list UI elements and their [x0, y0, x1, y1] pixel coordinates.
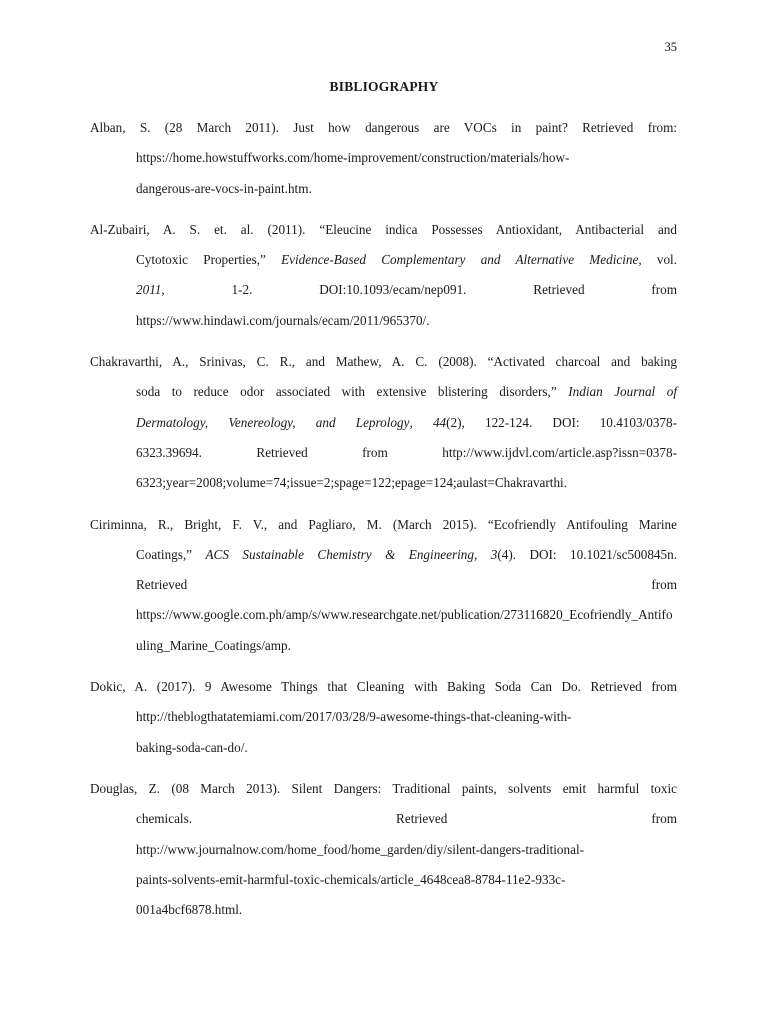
reference-url: http://theblogthatatemiami.com/2017/03/28/9-awesome-things-that-cleaning-with-: [136, 709, 572, 725]
journal-title: Dermatology, Venereology, and Leprology: [136, 414, 410, 430]
reference-line: chemicals. Retrieved from: [136, 811, 677, 827]
text-run: , 1-2. DOI:10.1093/ecam/nep091. Retrieved from: [161, 282, 677, 298]
journal-title: Evidence-Based Complementary and Alternative Medicine: [281, 252, 639, 268]
reference-url: https://www.google.com.ph/amp/s/www.researchgate.net/publication/273116820_Ecofriendly_Antifouling_Marine_Coatings/amp.: [136, 607, 673, 653]
volume: 44: [432, 414, 447, 430]
text-run: (4). DOI: 10.1021/sc500845n.: [497, 546, 677, 562]
volume: 3: [490, 546, 498, 562]
reference-line: Dokic, A. (2017). 9 Awesome Things that Cleaning with Baking Soda Can Do. Retrieved from: [90, 679, 677, 695]
reference-line: 001a4bcf6878.html.: [136, 902, 243, 918]
reference-chakravarthi: [90, 347, 677, 498]
page-number: 35: [664, 40, 677, 54]
reference-url: 6323;year=2008;volume=74;issue=2;spage=122;epage=124;aulast=Chakravarthi.: [136, 475, 567, 491]
reference-line: dangerous-are-vocs-in-paint.htm.: [136, 180, 312, 196]
reference-line: Retrieved from: [136, 577, 677, 593]
reference-line: Al-Zubairi, A. S. et. al. (2011). “Eleucine indica Possesses Antioxidant, Antibacterial and: [90, 221, 677, 237]
reference-line: Chakravarthi, A., Srinivas, C. R., and Mathew, A. C. (2008). “Activated charcoal and baking: [90, 354, 677, 370]
volume: 2011: [136, 282, 162, 298]
text-run: soda to reduce odor associated with extensive blistering disorders,”: [136, 384, 569, 400]
reference-douglas: [90, 774, 677, 925]
reference-line: Douglas, Z. (08 March 2013). Silent Dangers: Traditional paints, solvents emit harmful toxic: [90, 780, 677, 796]
text-run: ,: [409, 414, 433, 430]
reference-line: [90, 540, 677, 570]
journal-title: ACS Sustainable Chemistry & Engineering: [205, 546, 474, 562]
text-run: Coatings,”: [136, 546, 206, 562]
bibliography-list: [90, 113, 677, 925]
reference-url: http://www.journalnow.com/home_food/home_garden/diy/silent-dangers-traditional-: [136, 841, 585, 857]
reference-line: baking-soda-can-do/.: [136, 739, 248, 755]
reference-url: https://www.hindawi.com/journals/ecam/2011/965370/.: [136, 312, 430, 328]
journal-title: Indian Journal of: [568, 384, 677, 400]
reference-url: paints-solvents-emit-harmful-toxic-chemicals/article_4648cea8-8784-11e2-933c-: [136, 871, 566, 887]
reference-line: [90, 377, 677, 407]
reference-dokic: [90, 672, 677, 763]
reference-line: Alban, S. (28 March 2011). Just how dangerous are VOCs in paint? Retrieved from:: [90, 120, 677, 135]
reference-ciriminna: [90, 510, 677, 661]
reference-line: 6323.39694. Retrieved from http://www.ijdvl.com/article.asp?issn=0378-: [136, 444, 677, 460]
reference-line: [90, 245, 677, 275]
page-title: BIBLIOGRAPHY: [329, 79, 439, 94]
reference-line: [90, 275, 677, 305]
reference-alban: [90, 113, 677, 204]
text-run: (2), 122-124. DOI: 10.4103/0378-: [446, 414, 678, 430]
reference-line: [90, 408, 677, 438]
reference-al-zubairi: [90, 215, 677, 336]
text-run: , vol.: [638, 252, 677, 268]
text-run: ,: [473, 546, 491, 562]
reference-url: https://home.howstuffworks.com/home-improvement/construction/materials/how-: [136, 150, 570, 166]
text-run: Cytotoxic Properties,”: [136, 252, 282, 268]
reference-line: Ciriminna, R., Bright, F. V., and Pagliaro, M. (March 2015). “Ecofriendly Antifouling Marine: [90, 516, 677, 532]
